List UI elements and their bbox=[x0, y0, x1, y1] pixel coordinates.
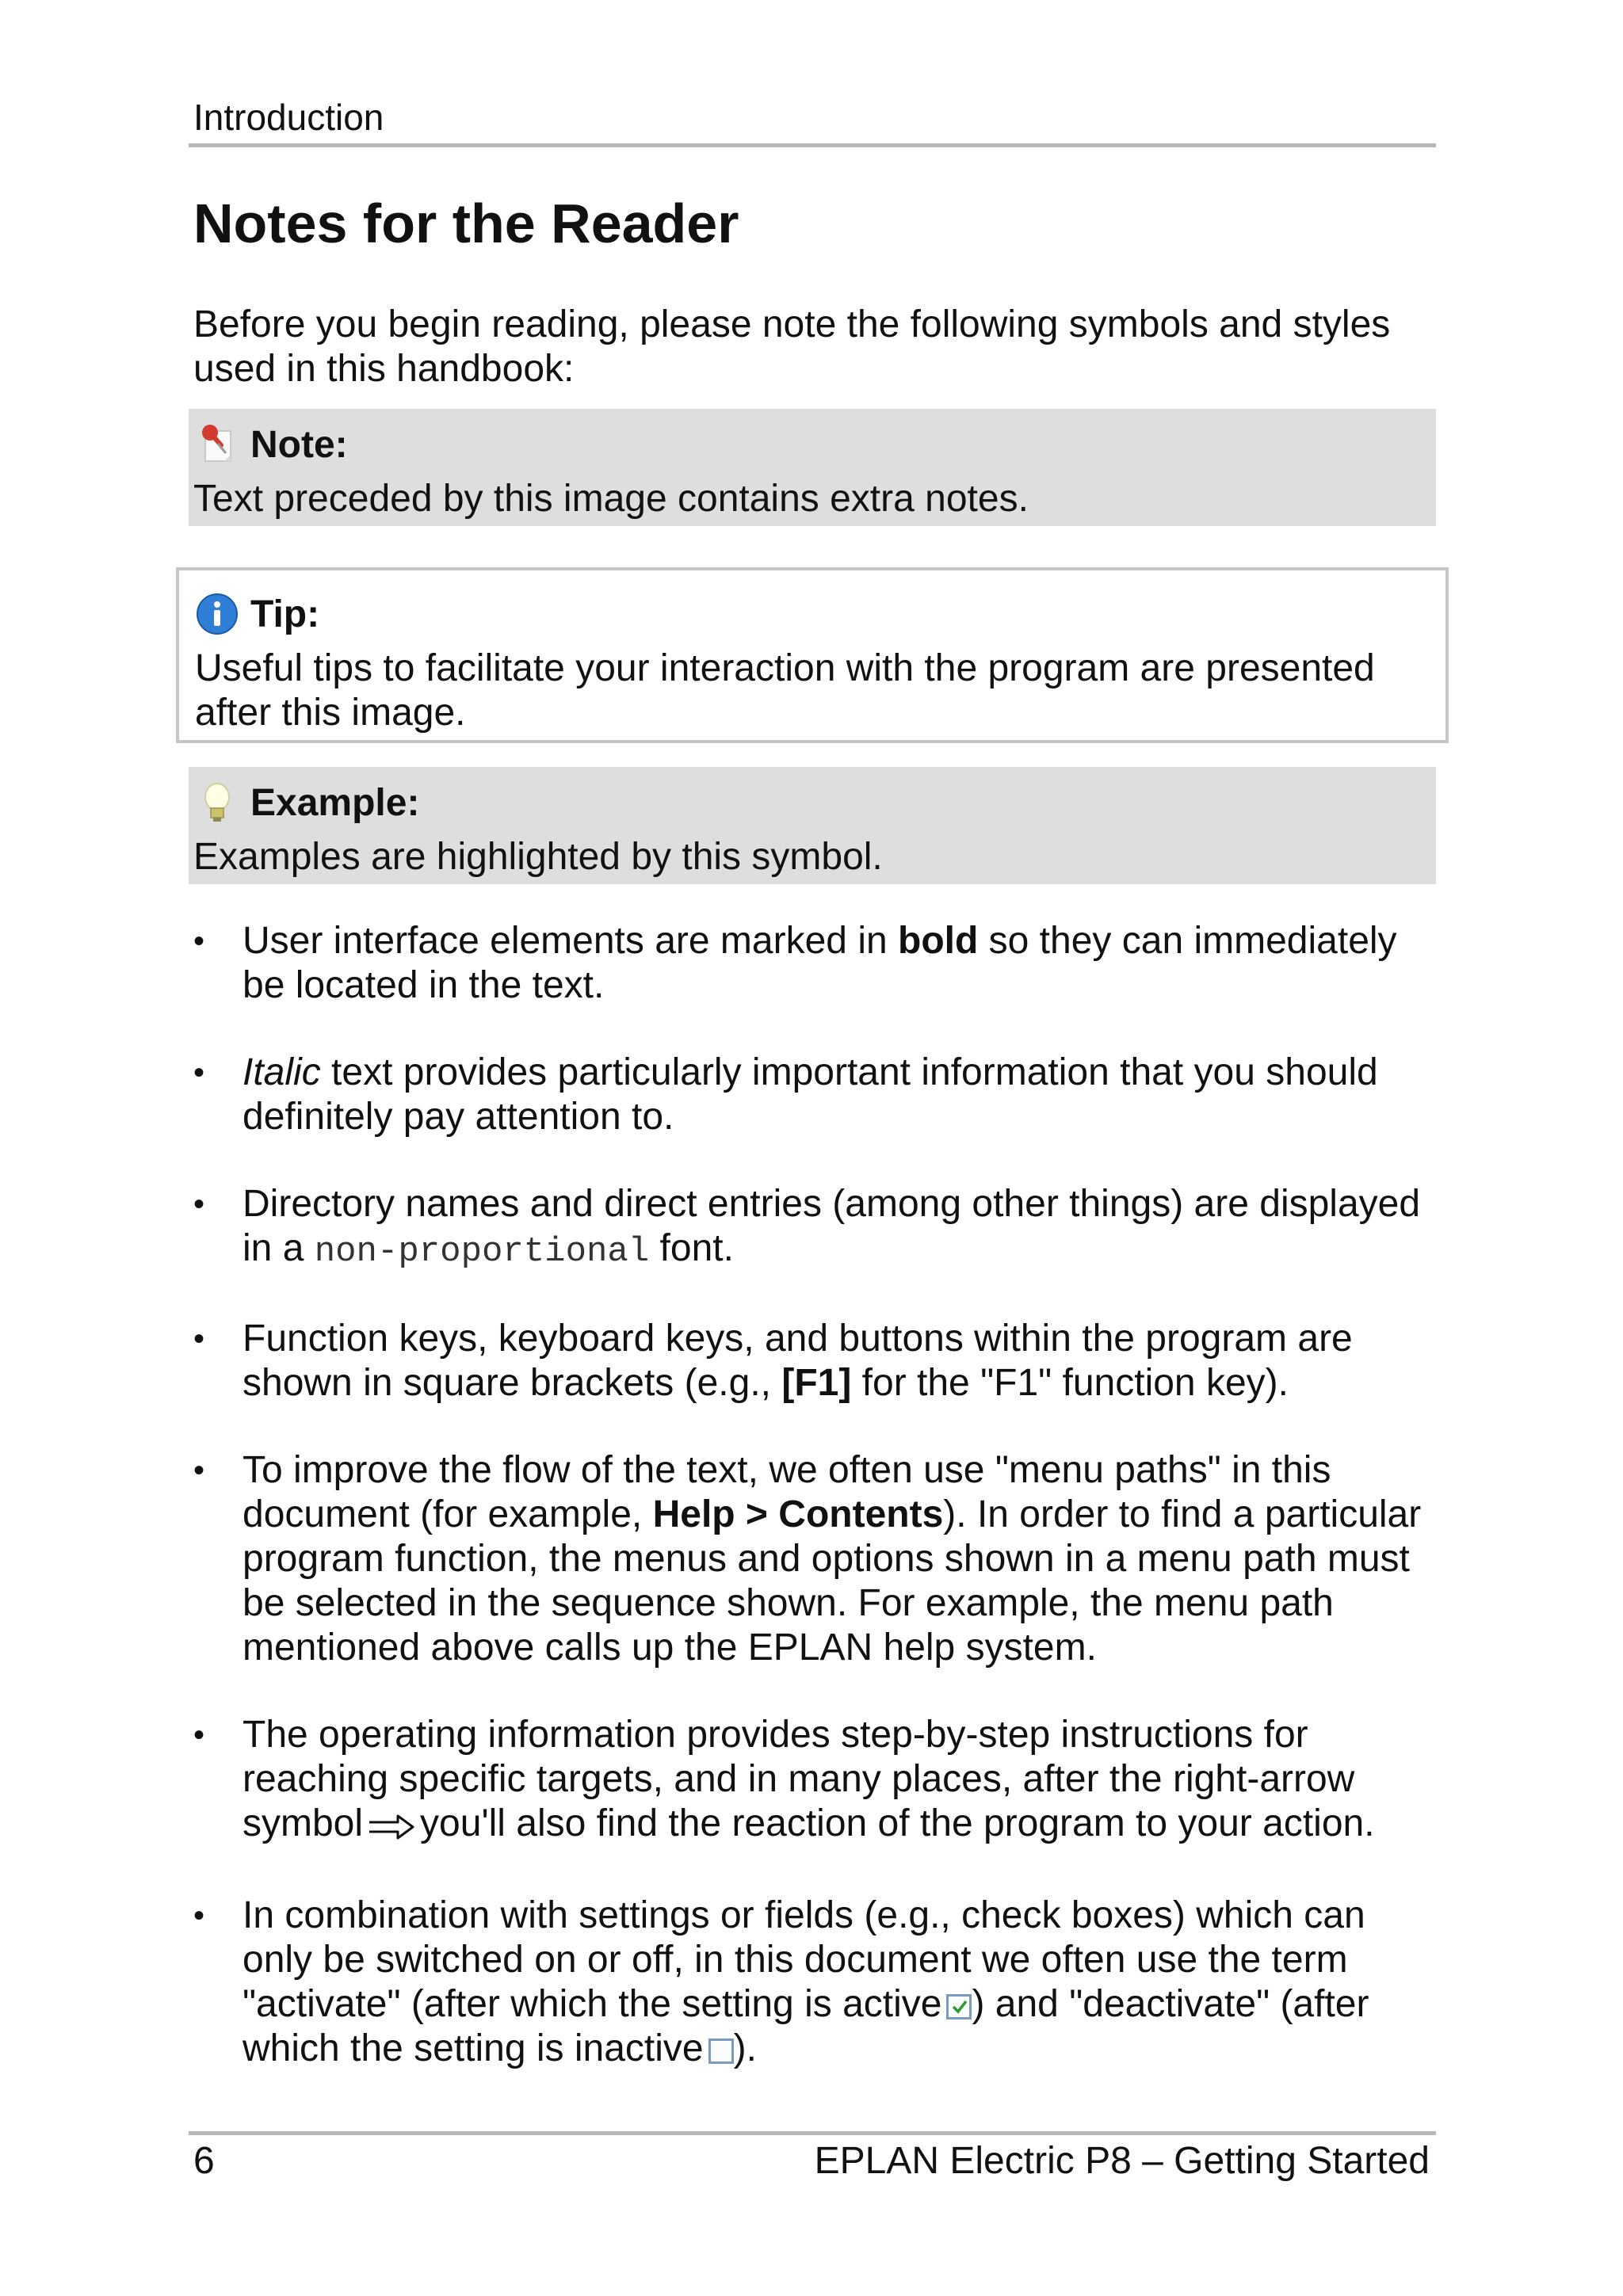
note-label: Note: bbox=[250, 423, 348, 466]
b6-post: you'll also find the reaction of the program to your action. bbox=[420, 1802, 1375, 1844]
example-label: Example: bbox=[250, 781, 420, 824]
b2-italic: Italic bbox=[242, 1051, 321, 1093]
right-arrow-icon bbox=[368, 1806, 415, 1851]
b2-post: text provides particularly important information that you should definitely pay attention to. bbox=[242, 1051, 1378, 1138]
b4-post: for the "F1" function key). bbox=[851, 1362, 1289, 1404]
page-title: Notes for the Reader bbox=[193, 193, 739, 254]
info-icon bbox=[193, 590, 241, 638]
page-number: 6 bbox=[193, 2140, 215, 2182]
note-box bbox=[189, 409, 1436, 526]
example-header bbox=[189, 775, 1436, 830]
tip-header bbox=[189, 586, 1445, 642]
tip-box bbox=[176, 567, 1449, 743]
b7-post: ). bbox=[733, 2027, 757, 2069]
b7-pre: In combination with settings or fields (e.g., check boxes) which can only be switched on or off, in this document we often use the term "activate" (after which the setting is active bbox=[242, 1894, 1365, 2025]
example-text: Examples are highlighted by this symbol. bbox=[193, 836, 883, 878]
b3-post: font. bbox=[649, 1227, 734, 1269]
unchecked-checkbox-icon bbox=[708, 2039, 734, 2064]
note-header bbox=[189, 417, 1436, 472]
header-divider bbox=[189, 143, 1436, 147]
b3-mono: non-proportional bbox=[314, 1232, 650, 1272]
b5-post: ). In order to find a particular program function, the menus and options shown in a menu path must be selected in the sequence shown. For example, the menu path mentioned above calls up the EPLAN help system. bbox=[242, 1493, 1422, 1669]
tip-text: Useful tips to facilitate your interaction with the program are presented after this image. bbox=[195, 647, 1375, 734]
b5-pre: To improve the flow of the text, we often use "menu paths" in this document (for example, bbox=[242, 1449, 1331, 1535]
list-item-keys bbox=[193, 1317, 1445, 1405]
b5-bold: Help > Contents bbox=[652, 1493, 944, 1535]
b1-post: so they can immediately be located in the text. bbox=[242, 920, 1397, 1006]
b1-bold: bold bbox=[898, 920, 979, 962]
pushpin-note-icon bbox=[193, 421, 241, 468]
tip-label: Tip: bbox=[250, 593, 320, 635]
conventions-list bbox=[193, 919, 1445, 2114]
b3-pre: Directory names and direct entries (among other things) are displayed in a bbox=[242, 1183, 1421, 1269]
b6-pre: The operating information provides step-by-step instructions for reaching specific targets, and in many places, after the right-arrow symbol bbox=[242, 1714, 1355, 1844]
footer-divider bbox=[189, 2131, 1436, 2135]
b7-mid: ) and "deactivate" (after which the setting is inactive bbox=[242, 1983, 1369, 2069]
list-item-mono bbox=[193, 1182, 1445, 1274]
list-item-checkbox bbox=[193, 1894, 1445, 2071]
lightbulb-icon bbox=[193, 779, 241, 826]
b4-bold: [F1] bbox=[781, 1362, 852, 1404]
b1-pre: User interface elements are marked in bbox=[242, 920, 899, 962]
example-box bbox=[189, 767, 1436, 884]
b4-pre: Function keys, keyboard keys, and buttons within the program are shown in square brackets (e.g., bbox=[242, 1318, 1353, 1404]
list-item-menu-paths bbox=[193, 1448, 1445, 1670]
section-label: Introduction bbox=[193, 97, 384, 138]
intro-paragraph: Before you begin reading, please note the following symbols and styles used in this handbook: bbox=[193, 303, 1391, 390]
list-item-bold bbox=[193, 919, 1445, 1008]
document-title: EPLAN Electric P8 – Getting Started bbox=[814, 2140, 1430, 2182]
list-item-italic bbox=[193, 1051, 1445, 1139]
list-item-arrow bbox=[193, 1713, 1445, 1851]
note-text: Text preceded by this image contains extra notes. bbox=[193, 478, 1029, 520]
checked-checkbox-icon bbox=[946, 1994, 972, 2019]
